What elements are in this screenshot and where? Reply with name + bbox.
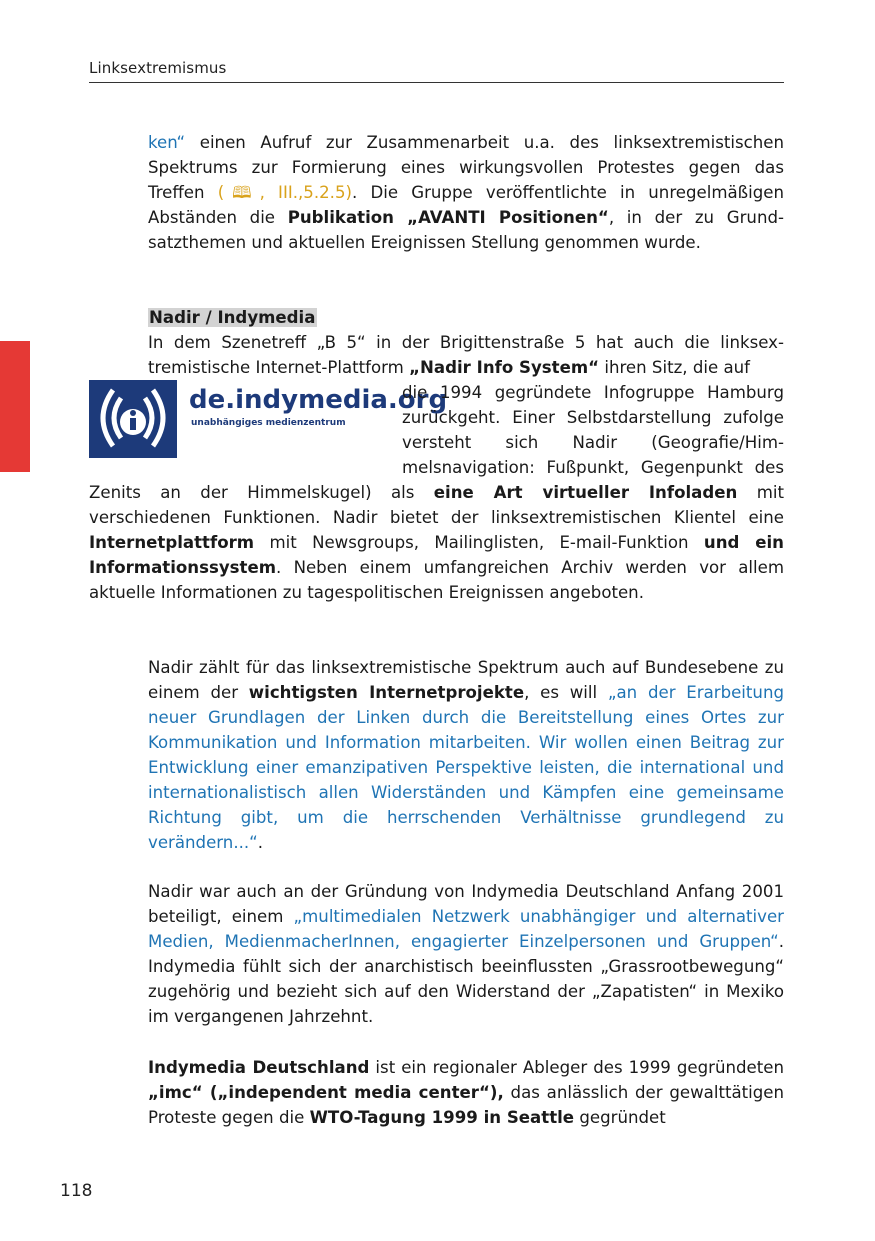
p5-bold-3: WTO-Tagung 1999 in Seattle bbox=[309, 1108, 575, 1127]
p1-bold: Publikation „AVANTI Positionen“ bbox=[287, 208, 609, 227]
p4-quote: „multimedialen Netzwerk unabhängiger und alternativer Medien, MedienmacherInnen, engagierter Einzelpersonen und Gruppen“ bbox=[148, 907, 784, 951]
p1-text-3: , in der zu Grundsatzthemen und aktuellen Ereignissen Stellung genommen wurde. bbox=[148, 208, 784, 252]
paragraph-5 bbox=[148, 1055, 784, 1130]
p2-bold-1: „Nadir Info System“ bbox=[409, 358, 600, 377]
p2-text: In dem Szenetreff „B 5“ in der Brigittenstraße 5 hat auch die linksextremistische Internet-Plattform bbox=[148, 333, 784, 377]
p5-bold-1: Indymedia Deutschland bbox=[148, 1058, 370, 1077]
p2-text-5: mit Newsgroups, Mailinglisten, E-mail-Funktion bbox=[254, 533, 704, 552]
paragraph-2-top bbox=[148, 330, 784, 380]
p2-bold-3: Internetplattform bbox=[89, 533, 255, 552]
paragraph-2-body bbox=[89, 380, 784, 605]
p2-text-3: die 1994 gegründete Infogruppe Hamburg zurückgeht. Einer Selbstdarstellung zufolge versteht sich Nadir (Geografie/Himmelsnavigation: Fußpunkt, Gegenpunkt des Zenits an der Himmelskugel) als bbox=[89, 383, 784, 502]
p3-text-3: . bbox=[257, 833, 264, 852]
header-rule bbox=[89, 82, 784, 83]
p5-text: ist ein regionaler Ableger des 1999 gegründeten bbox=[369, 1058, 784, 1077]
logo-wordmark: de.indymedia.org bbox=[189, 385, 448, 415]
page-number: 118 bbox=[60, 1181, 93, 1201]
section-heading bbox=[148, 305, 317, 330]
section-heading-text: Nadir / Indymedia bbox=[149, 308, 316, 327]
paragraph-3 bbox=[148, 655, 784, 855]
p5-bold-2: „imc“ („independent media center“), bbox=[148, 1083, 504, 1102]
p2-bold-2: eine Art virtueller Infoladen bbox=[433, 483, 738, 502]
paragraph-1 bbox=[148, 130, 784, 255]
p3-text-2: , es will bbox=[524, 683, 608, 702]
p3-text: Nadir zählt für das linksextremistische Spektrum auch auf Bundesebene zu einem der bbox=[148, 658, 784, 702]
cross-reference-link[interactable]: (🕮, III.,5.2.5) bbox=[217, 183, 352, 202]
p4-text: Nadir war auch an der Gründung von Indymedia Deutschland Anfang 2001 beteiligt, einem bbox=[148, 882, 784, 926]
info-icon-dot bbox=[130, 410, 136, 416]
p2-text-2: ihren Sitz, die auf bbox=[599, 358, 750, 377]
p4-text-2: . Indymedia fühlt sich der anarchistisch beeinflussten „Grassrootbewegung“ zugehörig und bezieht sich auf den Widerstand der „Zapatisten“ in Mexiko im vergangenen Jahrzehnt. bbox=[148, 932, 784, 1026]
p3-bold: wichtigsten Internetprojekte bbox=[248, 683, 525, 702]
p1-quote-end: ken“ bbox=[148, 133, 186, 152]
p5-text-2: das anlässlich der gewalttätigen Proteste gegen die bbox=[148, 1083, 785, 1127]
paragraph-4 bbox=[148, 879, 784, 1029]
p2-bold-4: und ein Informationssystem bbox=[89, 533, 784, 577]
p3-quote: „an der Erarbeitung neuer Grundlagen der Linken durch die Bereitstellung eines Ortes zur Kommunikation und Information mitarbeiten. Wir wollen einen Beitrag zur Entwicklung einer emanzipativen Perspektive leisten, die international und internationalistisch allen Widerständen und Kämpfen eine gemeinsame Richtung gibt, um die herrschenden Verhältnisse grundlegend zu verändern...“ bbox=[148, 683, 784, 852]
p2-text-4: mit verschiedenen Funktionen. Nadir bietet der linksextremistischen Klientel eine bbox=[89, 483, 784, 527]
chapter-tab-marker bbox=[0, 341, 30, 472]
info-icon-stem bbox=[130, 418, 136, 430]
p5-text-3: gegründet bbox=[574, 1108, 666, 1127]
p2-text-6: . Neben einem umfangreichen Archiv werden vor allem aktuelle Informationen zu tagespolitischen Ereignissen angeboten. bbox=[89, 558, 784, 602]
indymedia-logo bbox=[89, 380, 448, 480]
p1-text-2: . Die Gruppe veröffentlichte in unregelmäßigen Abständen die bbox=[148, 183, 784, 227]
logo-subtext: unabhängiges medienzentrum bbox=[191, 418, 346, 428]
p1-text: einen Aufruf zur Zusammenarbeit u.a. des linksextremistischen Spektrums zur Formierung eines wirkungsvollen Protestes gegen das Treffen bbox=[148, 133, 784, 202]
running-head: Linksextremismus bbox=[89, 59, 227, 77]
